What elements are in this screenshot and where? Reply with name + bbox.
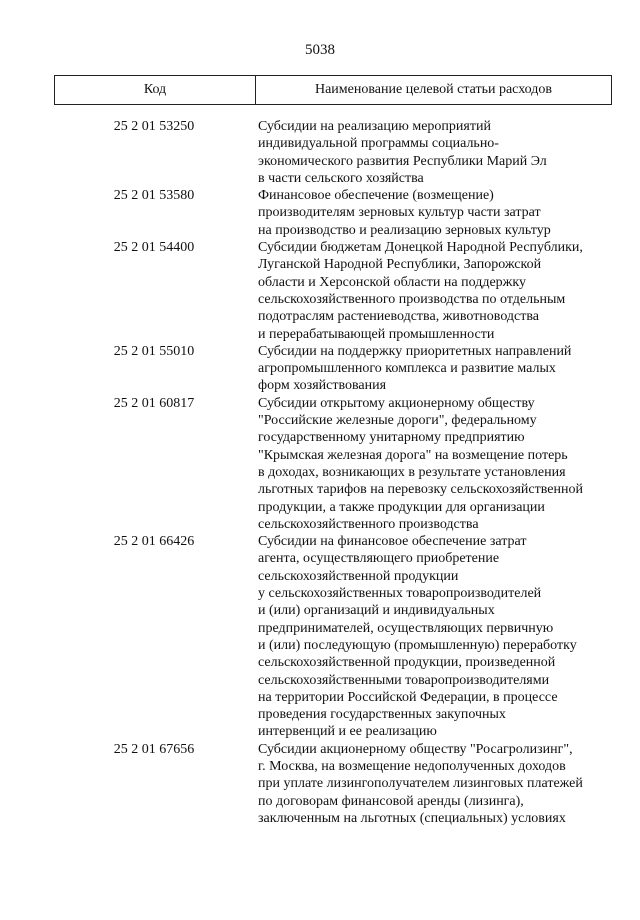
description-line: подотраслям растениеводства, животноводства xyxy=(258,309,540,325)
description-line: экономического развития Республики Марий Эл xyxy=(258,153,547,169)
table-row xyxy=(54,239,612,343)
row-code: 25 2 01 60817 xyxy=(113,395,195,411)
description-line: агента, осуществляющего приобретение xyxy=(258,551,500,567)
description-line: производителям зерновых культур части затрат xyxy=(258,205,541,221)
description-line: на производство и реализацию зерновых культур xyxy=(258,222,551,238)
table-row xyxy=(54,118,612,187)
table-row xyxy=(54,187,612,239)
row-code: 25 2 01 53580 xyxy=(113,188,195,204)
row-code: 25 2 01 66426 xyxy=(113,534,195,550)
description-line: форм хозяйствования xyxy=(258,378,387,394)
description-line: и (или) организаций и индивидуальных xyxy=(258,603,495,619)
description-line: и перерабатывающей промышленности xyxy=(258,326,495,342)
description-line: Субсидии акционерному обществу "Росагролизинг", xyxy=(258,741,573,757)
description-line: предпринимателей, осуществляющих первичную xyxy=(258,620,554,636)
row-description xyxy=(254,343,612,395)
row-code: 25 2 01 53250 xyxy=(113,119,195,134)
description-line: проведения государственных закупочных xyxy=(258,707,506,723)
row-code: 25 2 01 67656 xyxy=(113,741,195,757)
description-line: Луганской Народной Республики, Запорожской xyxy=(258,257,542,273)
description-line: "Российские железные дороги", федеральному xyxy=(258,413,537,429)
header-name: Наименование целевой статьи расходов xyxy=(314,82,553,97)
description-line: по договорам финансовой аренды (лизинга), xyxy=(258,793,524,809)
description-line: г. Москва, на возмещение недополученных доходов xyxy=(258,758,566,774)
description-line: заключенным на льготных (специальных) условиях xyxy=(258,810,566,826)
row-description xyxy=(254,187,612,239)
table-row xyxy=(54,343,612,395)
description-line: льготных тарифов на перевозку сельскохозяйственной xyxy=(258,482,583,498)
description-line: в части сельского хозяйства xyxy=(258,170,424,186)
description-line: Субсидии на реализацию мероприятий xyxy=(258,119,491,134)
table-row xyxy=(54,741,612,827)
description-line: Финансовое обеспечение (возмещение) xyxy=(258,188,494,204)
table-body xyxy=(54,118,612,827)
table-row xyxy=(54,533,612,741)
page-number: 5038 xyxy=(305,42,335,58)
description-line: в доходах, возникающих в результате установления xyxy=(258,464,566,480)
description-line: на территории Российской Федерации, в процессе xyxy=(258,689,558,705)
description-line: при уплате лизингополучателем лизинговых платежей xyxy=(258,776,583,792)
description-line: продукции, а также продукции для организации xyxy=(258,499,545,515)
description-line: Субсидии бюджетам Донецкой Народной Республики, xyxy=(258,240,583,256)
table-header xyxy=(54,75,612,105)
table-row xyxy=(54,395,612,533)
description-line: сельскохозяйственными товаропроизводителями xyxy=(258,672,550,688)
description-line: интервенций и ее реализацию xyxy=(258,724,437,740)
row-code: 25 2 01 55010 xyxy=(113,343,195,359)
row-description xyxy=(254,741,612,827)
description-line: Субсидии на финансовое обеспечение затрат xyxy=(258,534,527,550)
description-line: области и Херсонской области на поддержку xyxy=(258,274,526,290)
description-line: сельскохозяйственной продукции, произведенной xyxy=(258,655,556,671)
description-line: "Крымская железная дорога" на возмещение потерь xyxy=(258,447,568,463)
description-line: агропромышленного комплекса и развитие малых xyxy=(258,361,556,377)
description-line: и (или) последующую (промышленную) переработку xyxy=(258,637,577,653)
description-line: Субсидии на поддержку приоритетных направлений xyxy=(258,343,572,359)
header-code: Код xyxy=(55,76,256,104)
row-description xyxy=(254,395,612,533)
description-line: сельскохозяйственной продукции xyxy=(258,568,459,584)
row-code: 25 2 01 54400 xyxy=(113,240,195,256)
row-description xyxy=(254,239,612,343)
description-line: сельскохозяйственного производства по отдельным xyxy=(258,291,566,307)
description-line: сельскохозяйственного производства xyxy=(258,516,479,532)
description-line: государственному унитарному предприятию xyxy=(258,430,525,446)
description-line: Субсидии открытому акционерному обществу xyxy=(258,395,535,411)
row-description xyxy=(254,533,612,741)
row-description xyxy=(254,118,612,187)
description-line: у сельскохозяйственных товаропроизводителей xyxy=(258,586,542,602)
description-line: индивидуальной программы социально- xyxy=(258,136,499,152)
